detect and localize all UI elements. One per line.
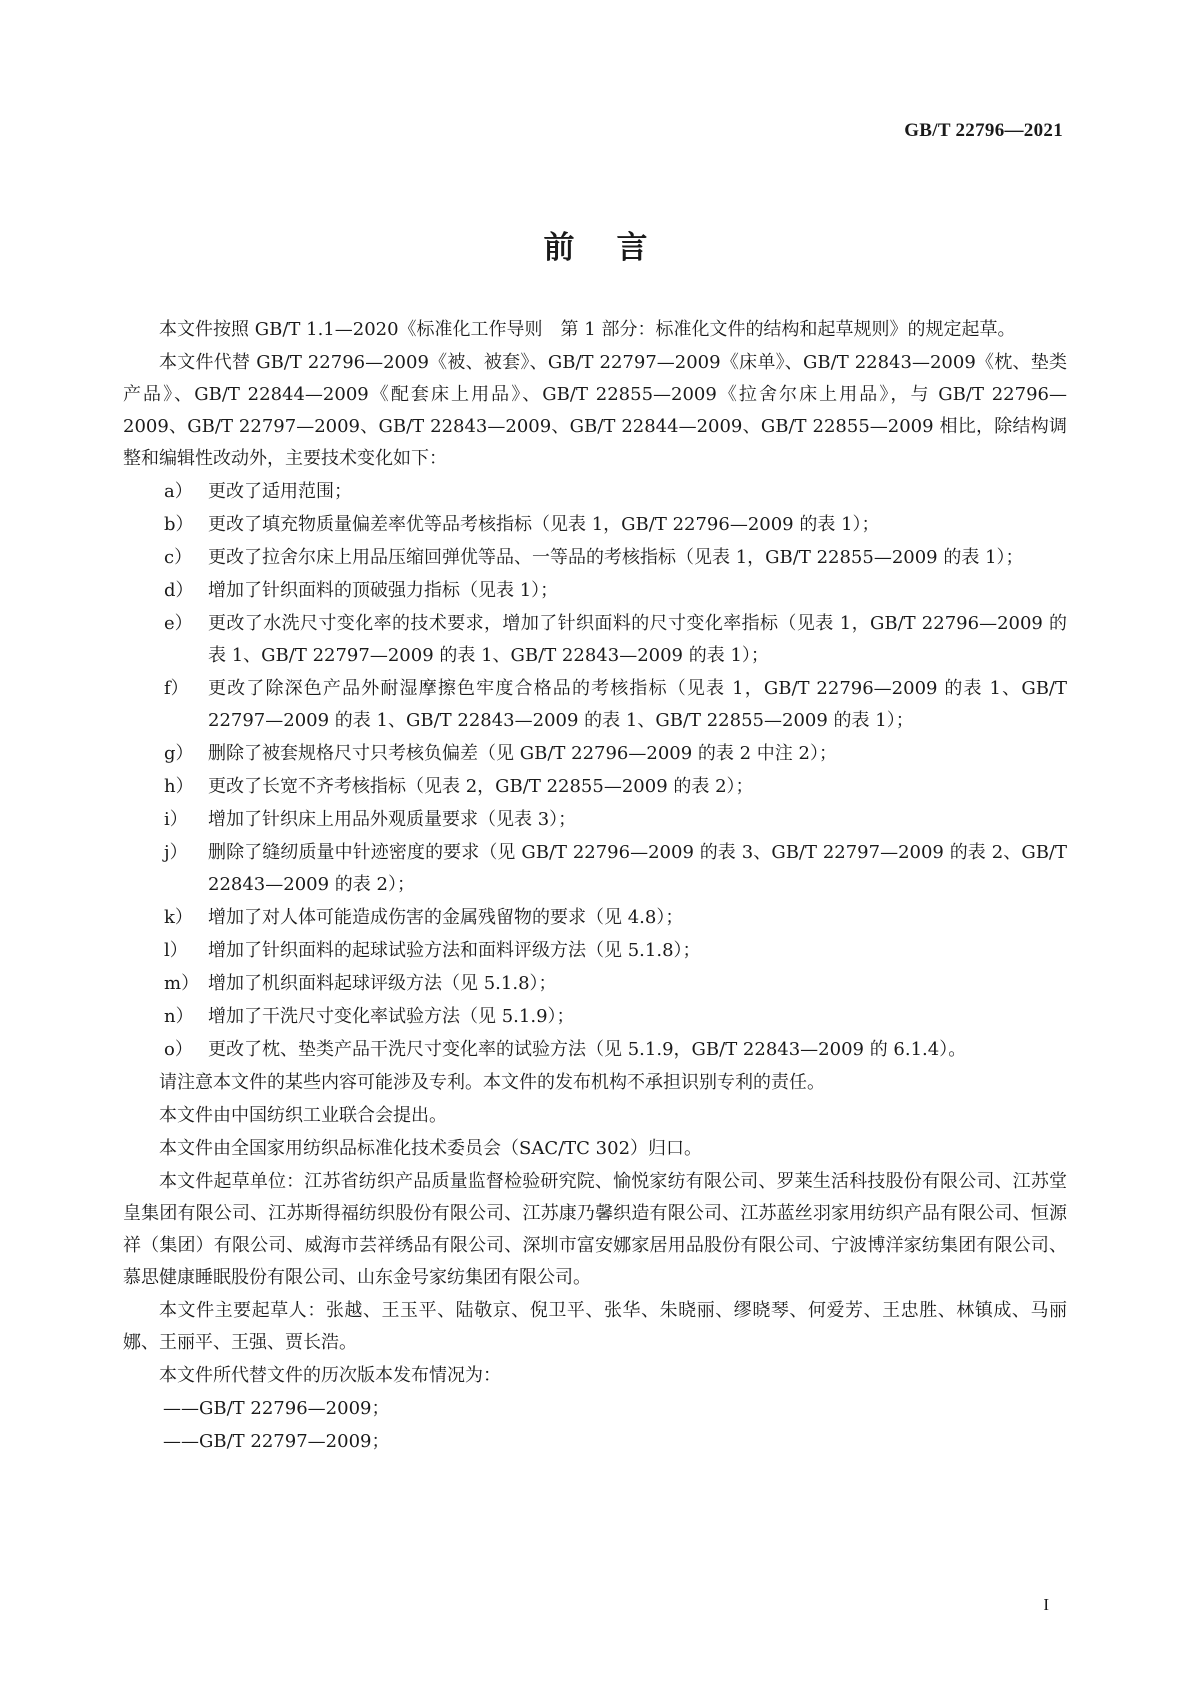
list-item bbox=[123, 738, 1067, 770]
list-item bbox=[123, 608, 1067, 672]
proposer-statement: 本文件由中国纺织工业联合会提出。 bbox=[159, 1105, 447, 1126]
drafting-units: 本文件起草单位：江苏省纺织产品质量监督检验研究院、愉悦家纺有限公司、罗莱生活科技股份有限公司、江苏堂皇集团有限公司、江苏斯得福纺织股份有限公司、江苏康乃馨织造有限公司、江苏蓝丝羽家用纺织产品有限公司、恒源祥（集团）有限公司、威海市芸祥绣品有限公司、深圳市富安娜家居用品股份有限公司、宁波博洋家纺集团有限公司、慕思健康睡眠股份有限公司、山东金号家纺集团有限公司。 bbox=[123, 1171, 1067, 1288]
list-item-text: 增加了针织面料的起球试验方法和面料评级方法（见 5.1.8）； bbox=[208, 940, 701, 961]
list-item bbox=[123, 476, 1067, 508]
list-marker: l） bbox=[164, 940, 188, 961]
list-item bbox=[123, 804, 1067, 836]
list-item bbox=[123, 968, 1067, 1000]
list-item bbox=[123, 771, 1067, 803]
standard-code: GB/T 22796—2021 bbox=[904, 120, 1063, 141]
list-marker: f） bbox=[164, 678, 189, 699]
list-item-text: 增加了机织面料起球评级方法（见 5.1.8）； bbox=[208, 973, 557, 994]
list-marker: j） bbox=[164, 842, 188, 863]
patent-notice: 请注意本文件的某些内容可能涉及专利。本文件的发布机构不承担识别专利的责任。 bbox=[159, 1072, 825, 1093]
list-item bbox=[123, 509, 1067, 541]
list-item-text: 更改了水洗尺寸变化率的技术要求，增加了针织面料的尺寸变化率指标（见表 1，GB/T 22796—2009 的表 1、GB/T 22797—2009 的表 1、GB/T 22843—2009 的表 1）； bbox=[208, 613, 1067, 666]
list-marker: e） bbox=[164, 613, 193, 634]
drafters: 本文件主要起草人：张越、王玉平、陆敬京、倪卫平、张华、朱晓丽、缪晓琴、何爱芳、王忠胜、林镇成、马丽娜、王丽平、王强、贾长浩。 bbox=[123, 1300, 1067, 1353]
list-item-text: 更改了填充物质量偏差率优等品考核指标（见表 1，GB/T 22796—2009 的表 1）； bbox=[208, 514, 880, 535]
list-item bbox=[123, 673, 1067, 737]
list-item-text: 增加了针织面料的顶破强力指标（见表 1）； bbox=[208, 580, 559, 601]
list-marker: c） bbox=[164, 547, 193, 568]
list-marker: d） bbox=[164, 580, 194, 601]
list-marker: i） bbox=[164, 809, 188, 830]
version-item: ——GB/T 22796—2009； bbox=[163, 1398, 390, 1419]
list-item-text: 更改了除深色产品外耐湿摩擦色牢度合格品的考核指标（见表 1，GB/T 22796—2009 的表 1、GB/T 22797—2009 的表 1、GB/T 22843—2009 的表 1、GB/T 22855—2009 的表 1）； bbox=[208, 678, 1067, 731]
committee-statement: 本文件由全国家用纺织品标准化技术委员会（SAC/TC 302）归口。 bbox=[159, 1138, 703, 1159]
list-item bbox=[123, 837, 1067, 901]
list-marker: k） bbox=[164, 907, 193, 928]
list-item-text: 删除了缝纫质量中针迹密度的要求（见 GB/T 22796—2009 的表 3、GB/T 22797—2009 的表 2、GB/T 22843—2009 的表 2）； bbox=[208, 842, 1067, 895]
list-item bbox=[123, 575, 1067, 607]
list-marker: n） bbox=[164, 1006, 194, 1027]
foreword-body bbox=[123, 314, 1067, 1459]
intro-paragraph: 本文件代替 GB/T 22796—2009《被、被套》、GB/T 22797—2009《床单》、GB/T 22843—2009《枕、垫类产品》、GB/T 22844—2009《配套床上用品》、GB/T 22855—2009《拉舍尔床上用品》，与 GB/T 22796—2009、GB/T 22797—2009、GB/T 22843—2009、GB/T 22844—2009、GB/T 22855—2009 相比，除结构调整和编辑性改动外，主要技术变化如下： bbox=[123, 352, 1067, 469]
list-marker: o） bbox=[164, 1039, 193, 1060]
version-item: ——GB/T 22797—2009； bbox=[163, 1431, 390, 1452]
list-item-text: 增加了干洗尺寸变化率试验方法（见 5.1.9）； bbox=[208, 1006, 575, 1027]
list-item-text: 增加了针织床上用品外观质量要求（见表 3）； bbox=[208, 809, 577, 830]
list-marker: a） bbox=[164, 481, 193, 502]
list-item-text: 更改了拉舍尔床上用品压缩回弹优等品、一等品的考核指标（见表 1，GB/T 22855—2009 的表 1）； bbox=[208, 547, 1024, 568]
list-item-text: 更改了长宽不齐考核指标（见表 2，GB/T 22855—2009 的表 2）； bbox=[208, 776, 754, 797]
changes-list bbox=[123, 476, 1067, 1066]
list-item-text: 删除了被套规格尺寸只考核负偏差（见 GB/T 22796—2009 的表 2 中注 2）； bbox=[208, 743, 837, 764]
list-marker: m） bbox=[164, 973, 200, 994]
list-marker: g） bbox=[164, 743, 194, 764]
page-number: I bbox=[1043, 1595, 1049, 1614]
list-item bbox=[123, 935, 1067, 967]
list-item bbox=[123, 1034, 1067, 1066]
list-item-text: 增加了对人体可能造成伤害的金属残留物的要求（见 4.8）； bbox=[208, 907, 684, 928]
list-item-text: 更改了适用范围； bbox=[208, 481, 352, 502]
list-item-text: 更改了枕、垫类产品干洗尺寸变化率的试验方法（见 5.1.9，GB/T 22843—2009 的 6.1.4）。 bbox=[208, 1039, 967, 1060]
list-item bbox=[123, 1001, 1067, 1033]
list-marker: b） bbox=[164, 514, 194, 535]
list-item bbox=[123, 902, 1067, 934]
version-history-intro: 本文件所代替文件的历次版本发布情况为： bbox=[159, 1365, 501, 1386]
list-marker: h） bbox=[164, 776, 194, 797]
list-item bbox=[123, 542, 1067, 574]
intro-paragraph: 本文件按照 GB/T 1.1—2020《标准化工作导则 第 1 部分：标准化文件的结构和起草规则》的规定起草。 bbox=[159, 319, 1016, 340]
page-title: 前言 bbox=[543, 230, 690, 266]
